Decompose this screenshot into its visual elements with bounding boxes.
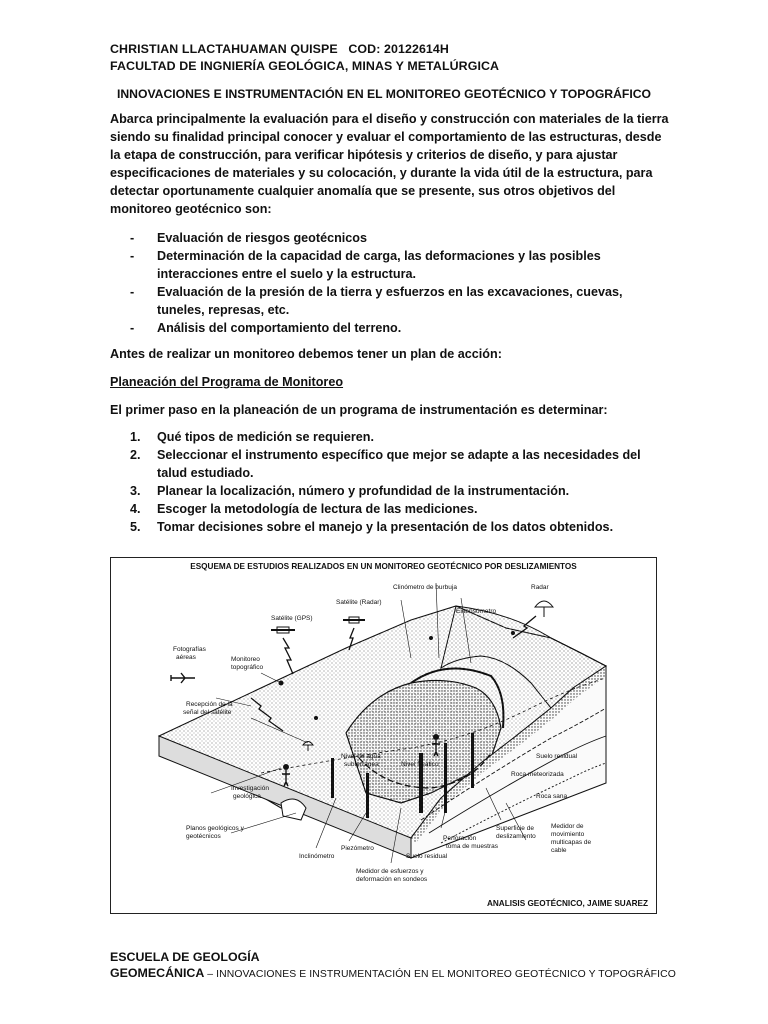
figure-frame <box>110 557 657 914</box>
diagram-label: Nivel de agua <box>341 753 381 760</box>
satellite-radar-icon <box>343 617 365 623</box>
list-item: - Determinación de la capacidad de carga, las deformaciones y las posibles interacciones entre el suelo y la estructura. <box>130 249 601 282</box>
first-step-text: El primer paso en la planeación de un programa de instrumentación es determinar: <box>110 403 608 417</box>
footer-course-line <box>110 966 676 980</box>
diagram-label: Roca sana <box>536 793 568 800</box>
diagram-label: Piezómetro <box>341 845 374 852</box>
diagram-label: movimiento <box>551 831 585 838</box>
list-item: 4. Escoger la metodología de lectura de las mediciones. <box>130 502 478 517</box>
diagram-label: Monitoreo <box>231 656 260 663</box>
diagram-label: Roca meteorizada <box>511 771 564 778</box>
diagram-label: Satélite (GPS) <box>271 615 313 622</box>
diagram-label: geológica <box>233 793 261 800</box>
list-item: 2. Seleccionar el instrumento específico que mejor se adapte a las necesidades del talud estudiado. <box>130 448 641 481</box>
diagram-label: toma de muestras <box>446 843 499 850</box>
intro-paragraph: Abarca principalmente la evaluación para el diseño y construcción con materiales de la tierra siendo su finalidad principal conocer y evaluar el comportamiento de las estructuras, desde la etapa de construcción, para verificar hipótesis y criterios de diseño, y para ajustar especificaciones de materiales y su colocación, y durante la vida útil de la estructura, para detectar oportunamente cualquier anomalía que se presente, sus otros objetivos del monitoreo geotécnico son: <box>110 112 669 217</box>
diagram-label: Suelo residual <box>536 753 578 760</box>
diagram-label: deformación en sondeos <box>356 876 428 883</box>
action-plan-text: Antes de realizar un monitoreo debemos tener un plan de acción: <box>110 347 502 361</box>
diagram-label: Inclinómetro <box>299 853 335 860</box>
objectives-list <box>110 229 670 338</box>
diagram-label: Radar <box>531 584 549 591</box>
aircraft-icon <box>171 673 195 683</box>
list-item: - Evaluación de la presión de la tierra y esfuerzos en las excavaciones, cuevas, tuneles, represas, etc. <box>130 285 623 318</box>
diagram-label: Superficie de <box>496 825 534 832</box>
list-item: - Análisis del comportamiento del terreno. <box>110 319 670 337</box>
author-line: CHRISTIAN LLACTAHUAMAN QUISPE COD: 20122614H <box>110 42 449 56</box>
steps-list <box>110 428 670 537</box>
document-title: INNOVACIONES E INSTRUMENTACIÓN EN EL MONITOREO GEOTÉCNICO Y TOPOGRÁFICO <box>116 87 652 101</box>
diagram-label: Extensómetro <box>456 608 497 615</box>
diagram-label: Satélite (Radar) <box>336 599 382 606</box>
diagram-label: topográfico <box>231 664 264 671</box>
list-item: - Evaluación de riesgos geotécnicos <box>110 229 670 247</box>
radar-icon <box>535 601 553 617</box>
diagram-label: Perforación <box>443 835 477 842</box>
diagram-label: subterránea <box>344 761 379 768</box>
bullet-marker: - <box>130 321 135 336</box>
bullet-marker: - <box>130 231 135 245</box>
diagram-label: Planos geológicos y <box>186 825 244 832</box>
diagram-label: Medidor de esfuerzos y <box>356 868 424 875</box>
diagram-label: aéreas <box>176 654 196 661</box>
diagram-label: señal del satélite <box>183 709 232 716</box>
diagram-label: Nivel freático <box>401 761 439 768</box>
diagram-label: deslizamiento <box>496 833 536 840</box>
diagram-label: Recepción de la <box>186 701 233 708</box>
diagram-label: geotécnicos <box>186 833 221 840</box>
footer-subtitle: INNOVACIONES E INSTRUMENTACIÓN EN EL MONITOREO GEOTÉCNICO Y TOPOGRÁFICO <box>216 969 676 980</box>
list-item: 5. Tomar decisiones sobre el manejo y la presentación de los datos obtenidos. <box>130 520 614 535</box>
diagram-label: Investigación <box>231 785 269 792</box>
diagram-label: Suelo residual <box>406 853 448 860</box>
diagram-label: cable <box>551 847 567 854</box>
diagram-label: Clinómetro de burbuja <box>393 584 457 591</box>
figure-title: ESQUEMA DE ESTUDIOS REALIZADOS EN UN MONITOREO GEOTÉCNICO POR DESLIZAMIENTOS <box>190 562 577 571</box>
faculty-line: FACULTAD DE INGNIERÍA GEOLÓGICA, MINAS Y METALÚRGICA <box>110 59 500 73</box>
diagram-label: Medidor de <box>551 823 584 830</box>
diagram-label: Fotografías <box>173 646 206 653</box>
landslide-monitoring-diagram <box>111 558 656 913</box>
footer-separator: – <box>204 969 217 980</box>
diagram-label: multicapas de <box>551 839 592 846</box>
bullet-marker: - <box>130 249 135 264</box>
figure-credit: ANALISIS GEOTÉCNICO, JAIME SUAREZ <box>486 899 648 908</box>
section-heading: Planeación del Programa de Monitoreo <box>110 375 344 389</box>
bullet-marker: - <box>130 285 135 300</box>
satellite-gps-icon <box>271 627 295 633</box>
list-item: 1. Qué tipos de medición se requieren. <box>130 430 374 444</box>
footer-school: ESCUELA DE GEOLOGÍA <box>110 950 260 964</box>
footer-course: GEOMECÁNICA <box>110 966 205 980</box>
list-item: 3. Planear la localización, número y profundidad de la instrumentación. <box>130 484 570 499</box>
